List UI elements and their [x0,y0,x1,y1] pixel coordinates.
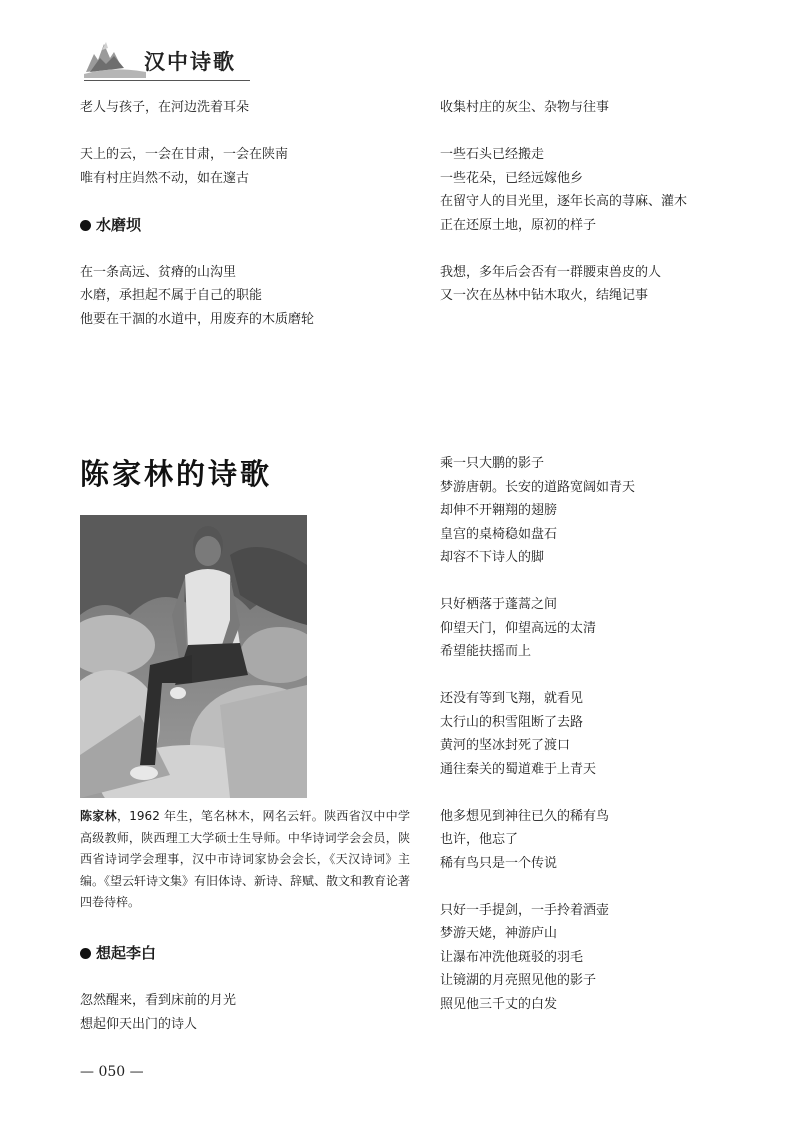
left-bottom-column [80,942,236,1036]
right-bottom-column [440,452,635,1016]
poem-line: 只好栖落于蓬蒿之间 [440,597,558,612]
poem-line: 希望能扶摇而上 [440,644,532,659]
poem-line: 也许，他忘了 [440,832,519,847]
poem-line: 一些花朵，已经远嫁他乡 [440,170,584,186]
article-title: 陈家林的诗歌 [80,457,273,491]
poem-line: 却伸不开翱翔的翅膀 [440,503,558,518]
poem-line: 还没有等到飞翔，就看见 [440,691,584,706]
poem-line: 忽然醒来，看到床前的月光 [80,993,237,1008]
stanza [80,143,314,190]
poem-line: 乘一只大鹏的影子 [440,456,545,471]
page-header [80,34,250,84]
magazine-section-title: 汉中诗歌 [144,50,236,74]
stanza [440,261,687,308]
poem-line: 通往秦关的蜀道难于上青天 [440,761,597,777]
poem-line: 一些石头已经搬走 [440,147,545,162]
poem-line: 在一条高远、贫瘠的山沟里 [80,264,237,280]
poem-line: 却容不下诗人的脚 [440,550,545,565]
bullet-icon [80,948,91,959]
author-bio [80,806,410,914]
stanza [440,143,687,237]
poem-section-heading [80,942,236,966]
stanza [440,805,635,876]
stanza [440,96,687,120]
poem-line: 仰望天门，仰望高远的太清 [440,620,597,636]
poem-line: 天上的云，一会在甘肃，一会在陕南 [80,147,289,162]
stanza [440,452,635,570]
portrait-photo [80,515,307,798]
poem-line: 只好一手提剑，一手拎着酒壶 [440,902,610,918]
poem-line: 老人与孩子，在河边洗着耳朵 [80,100,250,115]
poem-line: 在留守人的目光里，逐年长高的荨麻、灌木 [440,194,688,209]
poem-line: 让瀑布冲洗他斑驳的羽毛 [440,949,584,965]
stanza [440,899,635,1017]
poem-line: 让镜湖的月亮照见他的影子 [440,973,597,988]
poem-section-title: 想起李白 [96,944,157,962]
stanza [440,687,635,781]
section-heading-block [80,942,236,966]
bullet-icon [80,220,91,231]
poem-line: 梦游唐朝。长安的道路宽阔如青天 [440,479,636,495]
author-name: 陈家林 [80,809,117,823]
author-bio-text: ，1962 年生，笔名林木，网名云轩。陕西省汉中中学高级教师，陕西理工大学硕士生导师。中华诗词学会会员，陕西省诗词学会理事，汉中市诗词家协会会长，《天汉诗词》主编。《望云轩诗文集》有旧体诗、新诗、辞赋、散文和教育论著四卷待梓。 [80,809,411,909]
poem-line: 正在还原土地，原初的样子 [440,217,597,233]
stanza [440,593,635,664]
poem-section-title: 水磨坝 [96,215,142,234]
header-divider [84,80,250,81]
poem-line: 又一次在丛林中钻木取火，结绳记事 [440,288,649,303]
poem-line: 我想，多年后会否有一群腰束兽皮的人 [440,264,662,280]
section-heading-block [80,214,314,238]
poem-line: 水磨，承担起不属于自己的职能 [80,288,263,303]
right-top-column [440,96,687,308]
portrait-photo-image [80,515,307,798]
stanza [80,261,314,332]
poem-line: 照见他三千丈的白发 [440,996,558,1012]
poem-line: 梦游天姥，神游庐山 [440,926,558,941]
poem-line: 太行山的积雪阻断了去路 [440,714,584,730]
poem-line: 皇宫的桌椅稳如盘石 [440,526,558,542]
page-number: — 050 — [80,1064,144,1080]
stanza [80,989,236,1036]
poem-line: 他要在干涸的水道中，用废弃的木质磨轮 [80,311,315,327]
poem-line: 稀有鸟只是一个传说 [440,855,558,871]
poem-section-heading [80,214,314,238]
poem-line: 黄河的坚冰封死了渡口 [440,738,571,753]
poem-line: 想起仰天出门的诗人 [80,1016,198,1032]
poem-line: 他多想见到神往已久的稀有鸟 [440,808,610,824]
poem-line: 唯有村庄岿然不动，如在邃古 [80,170,250,186]
left-top-column [80,96,314,331]
poem-line: 收集村庄的灰尘、杂物与往事 [440,100,610,115]
stanza [80,96,314,120]
mountain-logo-icon [84,38,146,78]
